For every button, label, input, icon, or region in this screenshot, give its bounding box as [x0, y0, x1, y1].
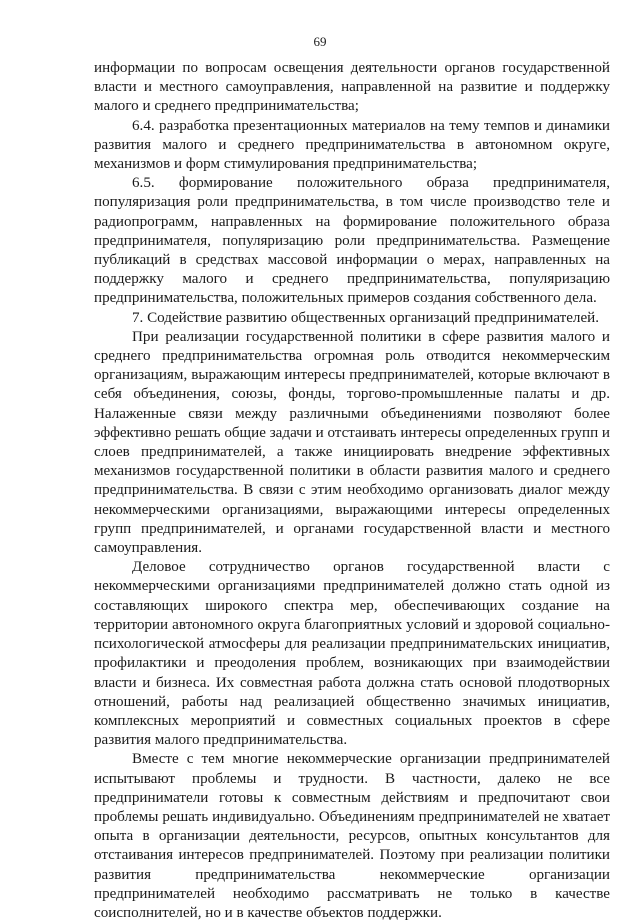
paragraph-continuation: информации по вопросам освещения деятельности органов государственной власти и местного самоуправления, направленной на развитие и поддержку малого и среднего предпринимательства;: [94, 60, 610, 115]
paragraph-state-policy: При реализации государственной политики в сфере развития малого и среднего предпринимательства огромная роль отводится некоммерческим организациям, выражающим интересы предпринимателей, которые включают в себя объединения, союзы, фонды, торгово-промышленные палаты и др. Налаженные связи между различными объединениями позволяют более эффективно решать общие задачи и отстаивать интересы определенных групп и слоев предпринимателей, а также инициировать внедрение эффективных механизмов государственной политики в области развития малого и среднего предпринимательства. В связи с этим необходимо организовать диалог между некоммерческими организациями, выражающими интересы определенных групп предпринимателей, и органами государственной власти и местного самоуправления.: [94, 328, 611, 557]
paragraph-item-6-5: 6.5. формирование положительного образа предпринимателя, популяризация роли предпринимательства, в том числе производство теле и радиопрограмм, направленных на формирование положительного образа предпринимателя, популяризацию роли предпринимательства. Размещение публикаций в средствах массовой информации о мерах, направленных на поддержку малого и среднего предпринимательства, популяризацию предпринимательства, положительных примеров создания собственного дела.: [94, 175, 610, 307]
paragraph-problems: Вместе с тем многие некоммерческие организации предпринимателей испытывают проблемы и трудности. В частности, далеко не все предприниматели готовы к совместным действиям и предпочитают свои проблемы решать индивидуально. Объединениям предпринимателей не хватает опыта в организации деятельности, ресурсов, опытных консультантов для отстаивания интересов предпринимателей. Поэтому при реализации политики развития предпринимательства некоммерческие организации предпринимателей необходимо рассматривать не только в качестве соисполнителей, но и в качестве объектов поддержки.: [94, 751, 610, 921]
paragraph-business-cooperation: Деловое сотрудничество органов государственной власти с некоммерческими организациями предпринимателей должно стать одной из составляющих широкого спектра мер, обеспечивающих создание на территории автономного округа благоприятных условий и здоровой социально-психологической атмосферы для реализации предпринимательских инициатив, профилактики и преодоления проблем, возникающих при взаимодействии власти и бизнеса. Их совместная работа должна стать основой плодотворных отношений, работы над реализацией общественно значимых инициатив, комплексных мероприятий и совместных социальных проектов в сфере развития малого предпринимательства.: [94, 559, 610, 749]
paragraph-item-7-heading: 7. Содействие развитию общественных организаций предпринимателей.: [132, 309, 600, 326]
paragraph-item-6-4: 6.4. разработка презентационных материалов на тему темпов и динамики развития малого и среднего предпринимательства в автономном округе, механизмов и форм стимулирования предпринимательства;: [94, 117, 610, 173]
body-text: [94, 59, 610, 923]
page-number: 69: [313, 34, 327, 49]
